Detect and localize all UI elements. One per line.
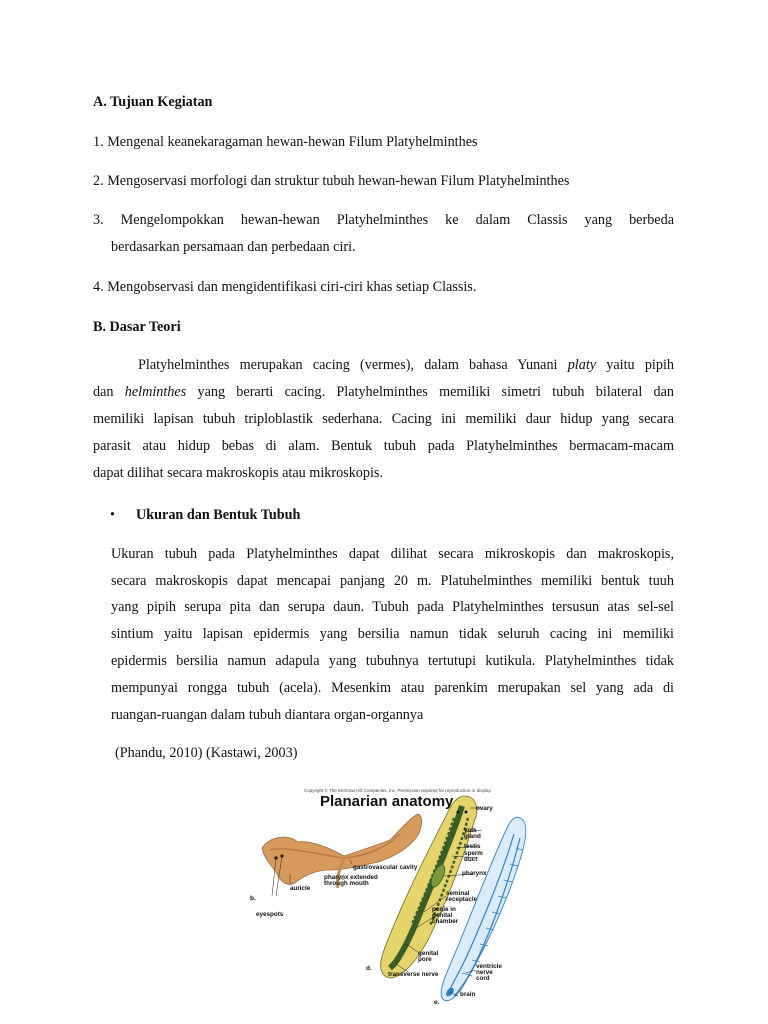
figure-letter-d: d. <box>366 965 372 972</box>
size-paragraph-line-1: Ukuran tubuh pada Platyhelminthes dapat dilihat secara mikroskopis dan makroskopis, <box>111 546 674 562</box>
theory-paragraph-line-3: memiliki lapisan tubuh triploblastik sederhana. Cacing ini memiliki daur hidup yang secara <box>93 411 674 427</box>
theory-paragraph-line-1: Platyhelminthes merupakan cacing (vermes), dalam bahasa Yunani platy yaitu pipih <box>138 357 674 373</box>
planarian-anatomy-illustration <box>240 778 540 1008</box>
label-nerve: nerve <box>476 969 493 976</box>
figure-letter-b: b. <box>250 895 256 902</box>
label-pharynx-extended: pharynx extended <box>324 874 378 881</box>
label-genital-chamber-2: chamber <box>432 918 459 925</box>
label-ventricle: ventricle <box>476 963 502 970</box>
label-seminal: seminal <box>446 890 470 897</box>
objective-item-4: 4. Mengobservasi dan mengidentifikasi ciri-ciri khas setiap Classis. <box>93 279 477 295</box>
label-duct: duct <box>464 856 478 863</box>
figure-title: Planarian anatomy <box>320 793 454 810</box>
size-paragraph-line-5: epidermis bersilia namun adapula yang tubuhnya tertutupi kutikula. Platyhelminthes tidak <box>111 653 674 669</box>
label-gland: gland <box>464 833 481 840</box>
size-paragraph-line-4: sintium yaitu lapisan epidermis yang bersilia namun tidak seluruh cacing ini memiliki <box>111 626 674 642</box>
size-paragraph-line-3: yang pipih serupa pita dan serupa daun. Tubuh pada Platyhelminthes tersusun atas sel-sel <box>111 599 674 615</box>
theory-paragraph-line-5: dapat dilihat secara makroskopis atau mikroskopis. <box>93 465 383 481</box>
label-receptacle: receptacle <box>446 896 478 903</box>
label-pharynx: pharynx <box>462 870 487 877</box>
bullet-heading: Ukuran dan Bentuk Tubuh <box>136 507 301 523</box>
label-through-mouth: through mouth <box>324 880 369 887</box>
size-paragraph-line-6: mempunyai rongga tubuh (acela). Mesenkim atau parenkim merupakan sel yang ada di <box>111 680 674 696</box>
objective-item-2: 2. Mengoservasi morfologi dan struktur tubuh hewan-hewan Filum Platyhelminthes <box>93 173 570 189</box>
label-genital-pore-2: pore <box>418 956 432 963</box>
label-eyespots: eyespots <box>256 911 284 918</box>
citation: (Phandu, 2010) (Kastawi, 2003) <box>115 745 298 761</box>
label-gastrovascular-cavity: gastrovascular cavity <box>353 864 418 871</box>
planarian-anatomy-figure <box>240 778 540 1008</box>
figure-copyright: Copyright © The McGraw-Hill Companies, Inc. Permission required for reproduction or display. <box>304 788 492 793</box>
label-ovary: ovary <box>476 805 493 812</box>
objective-item-3: 3. Mengelompokkan hewan-hewan Platyhelminthes ke dalam Classis yang berbeda <box>93 212 674 228</box>
label-brain: brain <box>460 991 476 998</box>
bullet-icon: • <box>110 507 115 523</box>
label-sperm: sperm <box>464 850 483 857</box>
label-cord: cord <box>476 975 490 982</box>
label-penis-in: penis in <box>432 906 456 913</box>
label-auricle: auricle <box>290 885 311 892</box>
size-paragraph-line-2: secara makroskopis dapat mencapai panjang 20 m. Platuhelminthes memiliki bentuk tuuh <box>111 573 674 589</box>
section-b-heading: B. Dasar Teori <box>93 319 181 335</box>
section-a-heading: A. Tujuan Kegiatan <box>93 94 213 110</box>
objective-item-3-continued: berdasarkan persamaan dan perbedaan ciri. <box>111 239 356 255</box>
label-yolk: yolk <box>464 827 477 834</box>
label-genital-pore-1: genital <box>418 950 439 957</box>
figure-letter-e: e. <box>434 999 440 1006</box>
label-testis: testis <box>464 843 481 850</box>
label-transverse-nerve: transverse nerve <box>388 971 439 978</box>
size-paragraph-line-7: ruangan-ruangan dalam tubuh diantara organ-organnya <box>111 707 424 723</box>
objective-item-1: 1. Mengenal keanekaragaman hewan-hewan Filum Platyhelminthes <box>93 134 478 150</box>
label-genital-chamber-1: genital <box>432 912 453 919</box>
theory-paragraph-line-2: dan helminthes yang berarti cacing. Platyhelminthes memiliki simetri tubuh bilateral dan <box>93 384 674 400</box>
theory-paragraph-line-4: parasit atau hidup bebas di alam. Bentuk tubuh pada Platyhelminthes bermacam-macam <box>93 438 674 454</box>
